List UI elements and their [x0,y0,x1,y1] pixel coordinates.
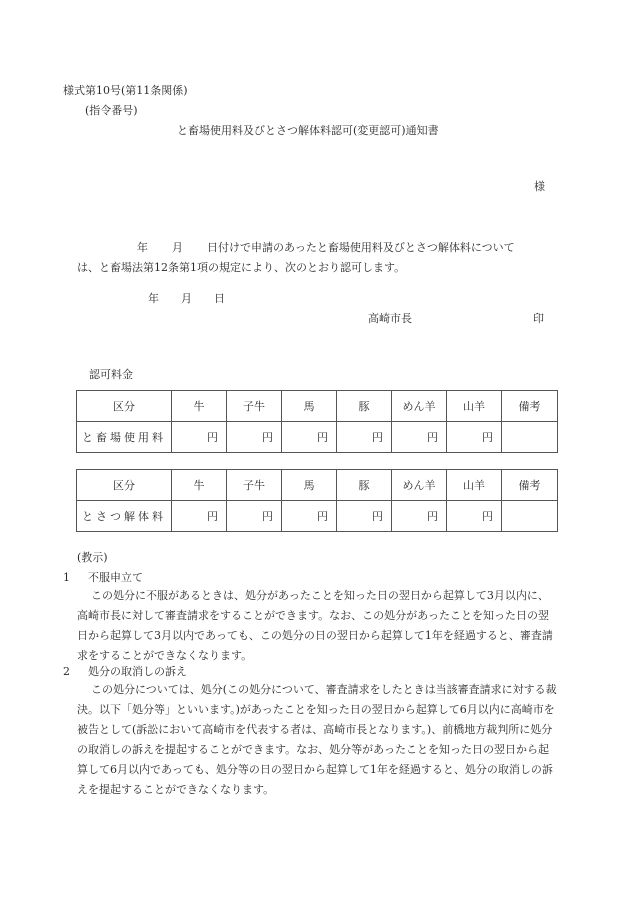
section-2-heading [63,666,187,677]
fee-cell: 円 [172,422,227,453]
fees-heading: 認可料金 [89,368,133,381]
order-number: (指令番号) [85,104,138,117]
section-title: 処分の取消しの訴え [88,665,187,678]
fee-cell: 円 [337,501,392,532]
table-row [77,422,558,453]
column-header: 備考 [502,470,558,501]
issue-month-label: 月 [181,292,192,305]
fee-cell: 円 [282,501,337,532]
issue-year-label: 年 [148,292,159,305]
row-label: と畜場使用料 [77,422,172,453]
column-header: 馬 [282,391,337,422]
remarks-cell [502,422,558,453]
section-number: 1 [63,571,70,584]
application-year-label: 年 [137,241,148,254]
usage-fee-table [76,390,558,453]
section-title: 不服申立て [88,571,143,584]
statement-line1: 日付けで申請のあったと畜場使用料及びとさつ解体料について [207,241,515,254]
slaughter-fee-table [76,469,558,532]
row-label: とさつ解体料 [77,501,172,532]
seal-mark: 印 [533,312,544,325]
section-number: 2 [63,665,70,678]
column-header: 子牛 [227,391,282,422]
column-header: 馬 [282,470,337,501]
remarks-cell [502,501,558,532]
issue-day-label: 日 [214,292,225,305]
document-title: と畜場使用料及びとさつ解体料認可(変更認可)通知書 [177,124,439,137]
table-row [77,501,558,532]
column-header: 備考 [502,391,558,422]
application-month-label: 月 [172,241,183,254]
fee-cell: 円 [447,501,502,532]
statement-line2: は、と畜場法第12条第1項の規定により、次のとおり認可します。 [77,261,406,274]
column-header: 区分 [77,391,172,422]
fee-cell: 円 [172,501,227,532]
column-header: 豚 [337,470,392,501]
table-header-row [77,391,558,422]
fee-cell: 円 [392,422,447,453]
addressee-suffix: 様 [534,180,545,193]
fee-cell: 円 [227,422,282,453]
column-header: 山羊 [447,391,502,422]
section-1-text: この処分に不服があるときは、処分があったことを知った日の翌日から起算して3月以内に、高崎市長に対して審査請求をすることができます。なお、この処分があったことを知った日の翌日から起算して3月以内であっても、この処分の日の翌日から起算して1年を経過すると、審査請求をすることができなくなります。 [77,589,553,662]
section-1-heading [63,572,143,583]
fee-cell: 円 [282,422,337,453]
column-header: 子牛 [227,470,282,501]
column-header: 牛 [172,470,227,501]
fee-cell: 円 [227,501,282,532]
column-header: 山羊 [447,470,502,501]
column-header: 区分 [77,470,172,501]
fee-cell: 円 [447,422,502,453]
column-header: めん羊 [392,470,447,501]
approval-statement [77,238,559,278]
column-header: 牛 [172,391,227,422]
section-2-text: この処分については、処分(この処分について、審査請求をしたときは当該審査請求に対する裁決。以下「処分等」といいます。)があったことを知った日の翌日から起算して6月以内に高崎市を被告として(訴訟において高崎市を代表する者は、高崎市長となります。)、前橋地方裁判所に処分の取消しの訴えを提起することができます。なお、処分等があったことを知った日の翌日から起算して6月以内であっても、処分等の日の翌日から起算して1年を経過すると、処分の取消しの訴えを提起することができなくなります。 [77,683,557,796]
issuer-name: 高崎市長 [368,312,412,325]
column-header: 豚 [337,391,392,422]
form-number: 様式第10号(第11条関係) [63,84,188,97]
instruction-heading: (教示) [77,551,108,564]
issue-date [148,293,225,304]
table-header-row [77,470,558,501]
fee-cell: 円 [337,422,392,453]
column-header: めん羊 [392,391,447,422]
fee-cell: 円 [392,501,447,532]
